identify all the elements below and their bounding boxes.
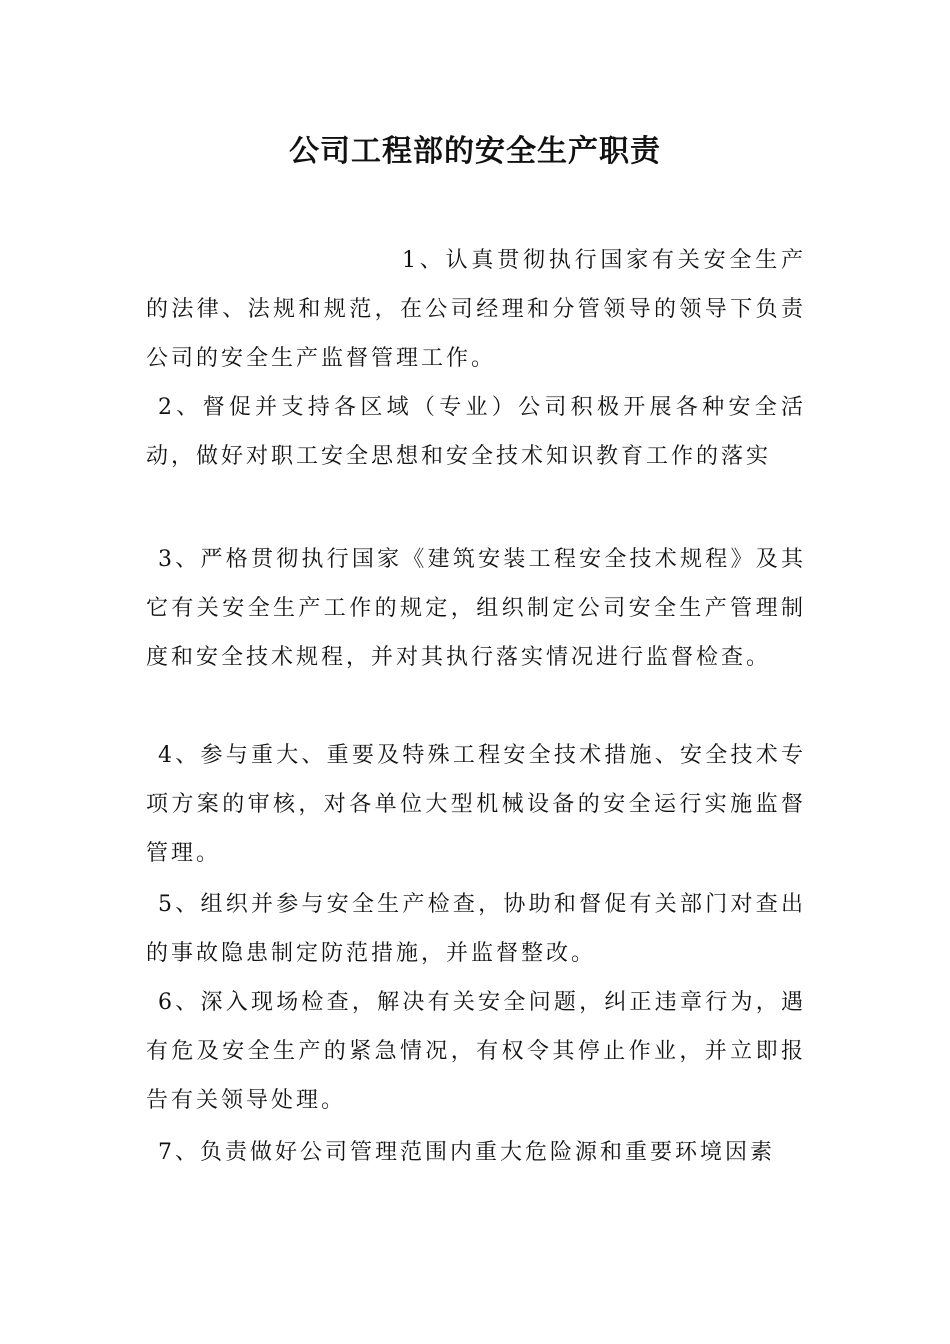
- paragraph-2: 2、督促并支持各区域（专业）公司积极开展各种安全活动，做好对职工安全思想和安全技术知识教育工作的落实: [146, 395, 806, 469]
- paragraph-7: 7、负责做好公司管理范围内重大危险源和重要环境因素: [158, 1140, 775, 1165]
- paragraph-1: 1、认真贯彻执行国家有关安全生产的法律、法规和规范，在公司经理和分管领导的领导下负责公司的安全生产监督管理工作。: [146, 248, 806, 371]
- paragraph-3: 3、严格贯彻执行国家《建筑安装工程安全技术规程》及其它有关安全生产工作的规定，组织制定公司安全生产管理制度和安全技术规程，并对其执行落实情况进行监督检查。: [146, 547, 806, 670]
- paragraph-6: 6、深入现场检查，解决有关安全问题，纠正违章行为，遇有危及安全生产的紧急情况，有权令其停止作业，并立即报告有关领导处理。: [146, 990, 806, 1113]
- document-title: 公司工程部的安全生产职责: [289, 134, 661, 169]
- paragraph-4: 4、参与重大、重要及特殊工程安全技术措施、安全技术专项方案的审核，对各单位大型机械设备的安全运行实施监督管理。: [146, 743, 806, 866]
- paragraph-5: 5、组织并参与安全生产检查，协助和督促有关部门对查出的事故隐患制定防范措施，并监督整改。: [146, 892, 806, 966]
